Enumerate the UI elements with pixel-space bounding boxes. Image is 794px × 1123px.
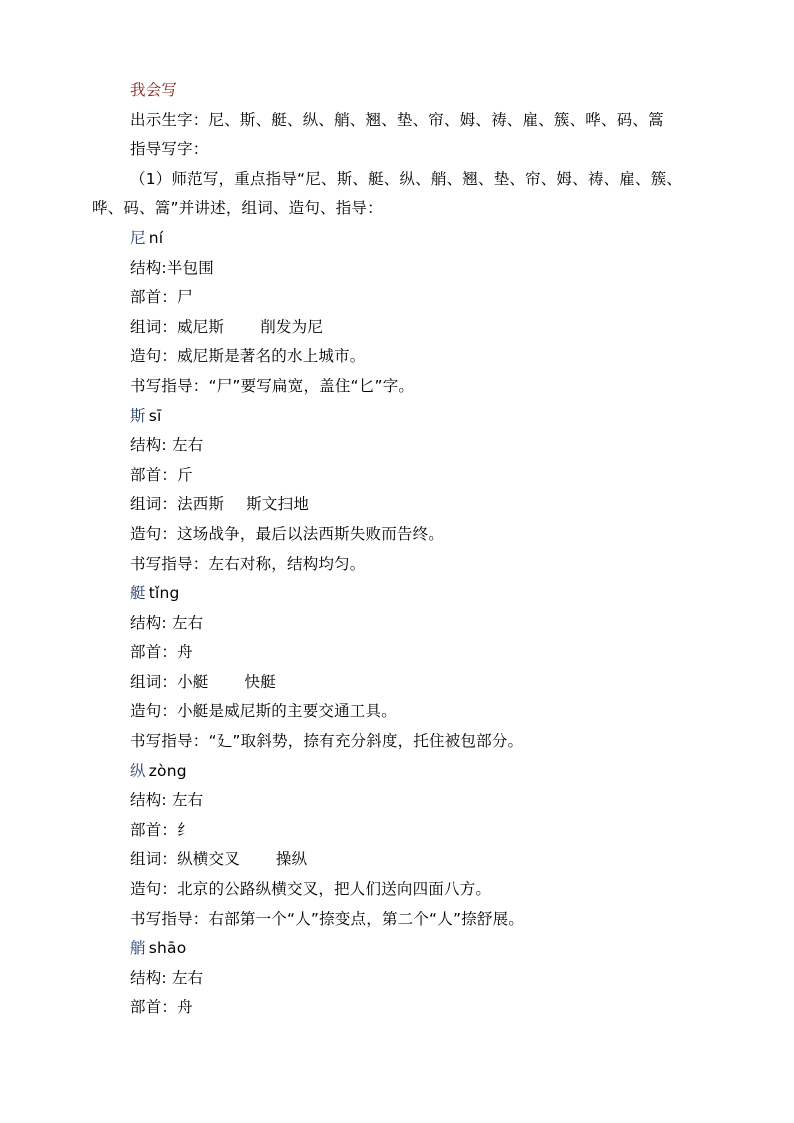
entry-structure: 结构: 左右 bbox=[130, 968, 204, 987]
entry-words bbox=[92, 845, 712, 875]
entry-radical: 部首：舟 bbox=[130, 643, 193, 662]
entry-structure: 结构: 左右 bbox=[130, 791, 204, 810]
entry-structure: 结构:半包围 bbox=[130, 258, 214, 277]
entry-word-2: 操纵 bbox=[275, 850, 308, 869]
entry-pinyin: zòng bbox=[148, 761, 187, 780]
entry-pinyin: tǐng bbox=[148, 584, 180, 603]
entry-sentence: 造句：威尼斯是著名的水上城市。 bbox=[130, 347, 366, 366]
entry-words bbox=[92, 668, 712, 698]
entry-word-1: 纵横交叉 bbox=[177, 850, 240, 869]
entry-words bbox=[92, 490, 712, 520]
entry-word-1: 法西斯 bbox=[177, 495, 225, 514]
entry-words-label: 组词： bbox=[130, 672, 178, 691]
entry-guide: 书写指导：左右对称，结构均匀。 bbox=[130, 554, 366, 573]
entry-heading bbox=[92, 224, 712, 254]
entry-char: 艄 bbox=[130, 939, 146, 958]
entry-radical: 部首：纟 bbox=[130, 820, 193, 839]
entry-guide: 书写指导：右部第一个“人”捺变点，第二个“人”捺舒展。 bbox=[130, 909, 525, 928]
document-page bbox=[92, 76, 712, 1023]
entry-word-1: 小艇 bbox=[177, 672, 209, 691]
entry-char: 纵 bbox=[130, 761, 146, 780]
intro-step1-text: （1）师范写，重点指导“尼、斯、艇、纵、艄、翘、垫、帘、姆、祷、雇、簇、哗、码、篙”并讲述，组词、造句、指导： bbox=[92, 169, 683, 218]
intro-show-chars bbox=[92, 106, 712, 136]
entry-word-2: 快艇 bbox=[244, 672, 276, 691]
entry-word-1: 威尼斯 bbox=[177, 317, 225, 336]
entry-word-2: 斯文扫地 bbox=[246, 495, 310, 514]
entry-guide: 书写指导：“廴”取斜势，捺有充分斜度，托住被包部分。 bbox=[130, 732, 524, 751]
entry-words-label: 组词： bbox=[130, 850, 178, 869]
intro-show-chars-text: 出示生字：尼、斯、艇、纵、艄、翘、垫、帘、姆、祷、雇、簇、哗、码、篙 bbox=[130, 110, 664, 129]
entry-pinyin: ní bbox=[148, 228, 164, 247]
entry-radical: 部首：舟 bbox=[130, 998, 193, 1017]
entry-pinyin: sī bbox=[148, 406, 162, 425]
section-title: 我会写 bbox=[130, 81, 178, 99]
entry-sentence: 造句：北京的公路纵横交叉，把人们送向四面八方。 bbox=[130, 880, 492, 899]
entry-heading bbox=[92, 579, 712, 609]
entry-sentence: 造句：这场战争，最后以法西斯失败而告终。 bbox=[130, 524, 445, 543]
entry-word-2: 削发为尼 bbox=[260, 317, 324, 336]
entry-char: 艇 bbox=[130, 584, 146, 603]
entry-words-label: 组词： bbox=[130, 495, 178, 514]
entry-char: 斯 bbox=[130, 406, 146, 425]
entry-structure: 结构: 左右 bbox=[130, 613, 204, 632]
entry-guide: 书写指导：“尸”要写扁宽，盖住“匕”字。 bbox=[130, 376, 415, 395]
intro-step1 bbox=[92, 165, 712, 224]
entry-heading bbox=[92, 402, 712, 432]
entry-pinyin: shāo bbox=[148, 939, 187, 958]
entry-radical: 部首：尸 bbox=[130, 288, 193, 307]
entry-heading bbox=[92, 757, 712, 787]
entry-radical: 部首：斤 bbox=[130, 465, 193, 484]
entry-char: 尼 bbox=[130, 228, 146, 247]
entry-heading bbox=[92, 934, 712, 964]
entry-structure: 结构: 左右 bbox=[130, 436, 204, 455]
intro-guide-label: 指导写字： bbox=[130, 140, 209, 159]
entry-words-label: 组词： bbox=[130, 317, 178, 336]
entry-sentence: 造句：小艇是威尼斯的主要交通工具。 bbox=[130, 702, 397, 721]
entry-words bbox=[92, 313, 712, 343]
